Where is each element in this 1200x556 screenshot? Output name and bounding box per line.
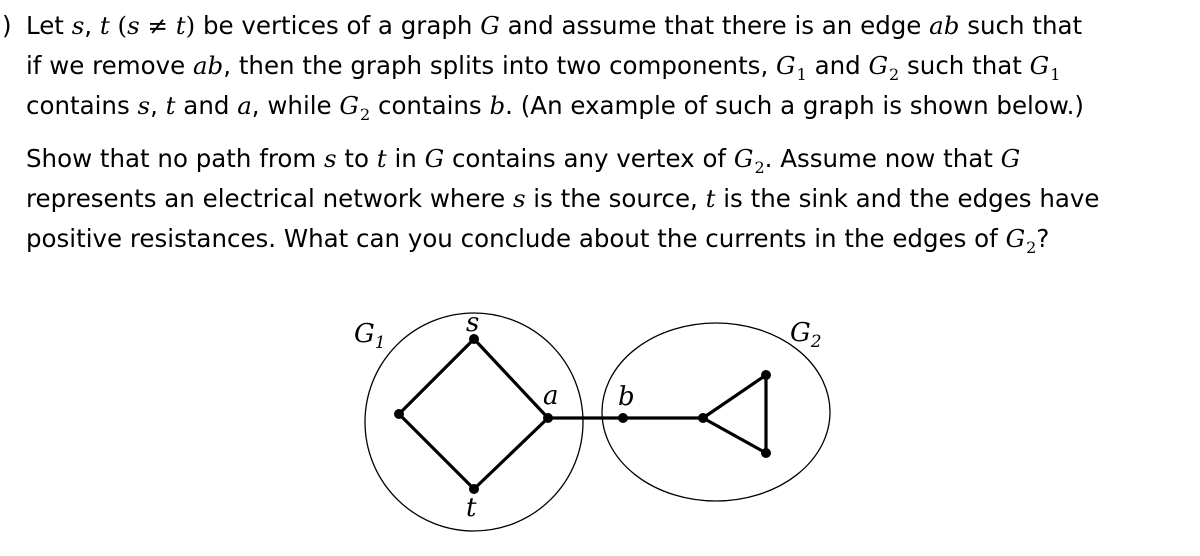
vertex-left	[394, 409, 404, 419]
open-paren: )	[2, 11, 12, 40]
p1-line-2: if we remove ab, then the graph splits into two components, $G_1$ and $G_2$ such that $G_1$	[26, 51, 1061, 84]
vertex-triangle-top	[761, 370, 771, 380]
edge-s-a	[474, 339, 548, 418]
vertex-b	[618, 413, 628, 423]
g2-label: $G_2$	[790, 318, 822, 352]
b-label: b	[618, 382, 635, 412]
edge-tri-bottom	[703, 418, 766, 453]
edge-tri-top	[703, 375, 766, 418]
p2-line-3: positive resistances. What can you conclude about the currents in the edges of $G_2$?	[26, 224, 1050, 257]
p1-line-3: contains s, t and a, while $G_2$ contains b. (An example of such a graph is shown below.)	[26, 91, 1084, 124]
edge-a-t	[474, 418, 548, 489]
edge-left-t	[399, 414, 474, 489]
vertex-triangle-bottom	[761, 448, 771, 458]
edge-s-left	[399, 339, 474, 414]
p2-line-2: represents an electrical network where s is the source, t is the sink and the edges have	[26, 184, 1100, 213]
vertex-triangle-left	[698, 413, 708, 423]
a-label: a	[543, 381, 559, 411]
g2-component-ellipse	[602, 323, 830, 501]
p1-line-1: Let s, t (s ≠ t) be vertices of a graph G and assume that there is an edge ab such that	[26, 11, 1083, 40]
p2-line-1: Show that no path from s to t in G contains any vertex of $G_2$. Assume now that G	[26, 144, 1021, 177]
t-label: t	[466, 493, 477, 523]
vertex-a	[543, 413, 553, 423]
s-label: s	[466, 308, 480, 338]
g1-label: $G_1$	[354, 319, 386, 353]
